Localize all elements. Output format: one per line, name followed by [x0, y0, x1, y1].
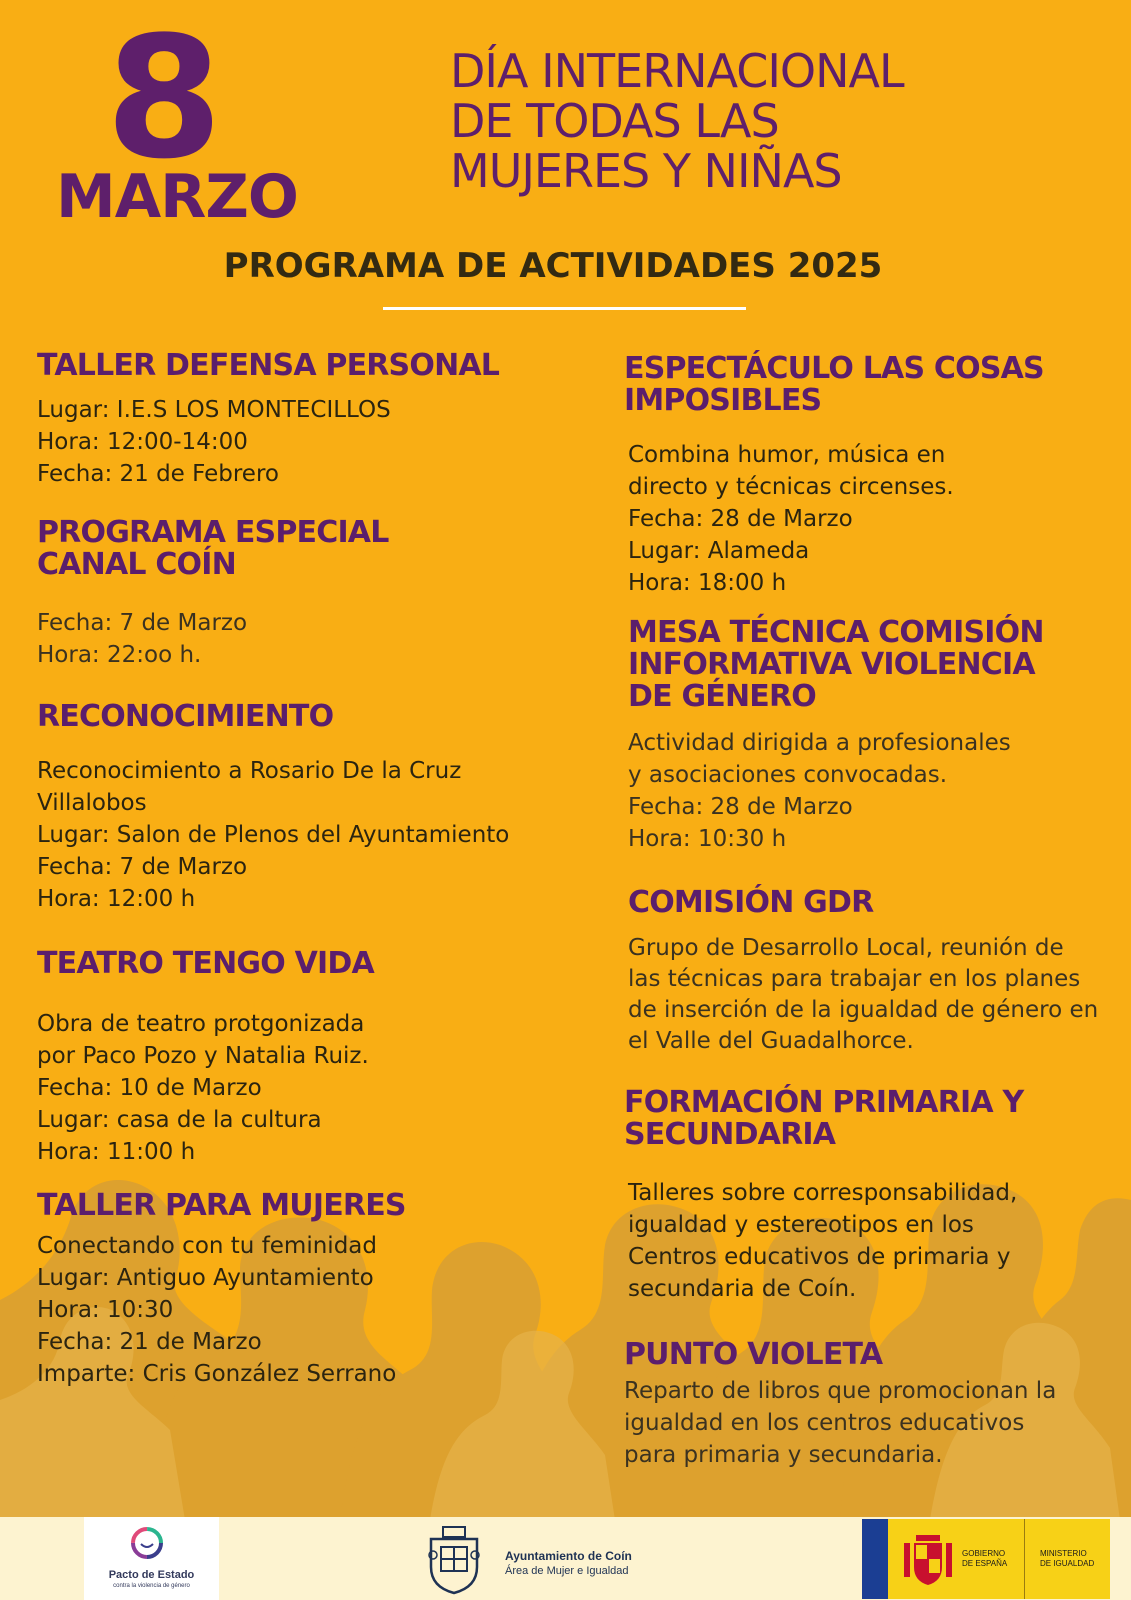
activity-title: TEATRO TENGO VIDA	[37, 946, 374, 981]
activity-title: FORMACIÓN PRIMARIA Y	[624, 1085, 1024, 1120]
activity-line: Hora: 12:00-14:00	[37, 429, 248, 455]
sponsor-logos-bar	[0, 1517, 1131, 1600]
activity-line: Combina humor, música en	[628, 442, 946, 468]
month-label: MARZO	[56, 162, 298, 232]
activity-line: Conectando con tu feminidad	[37, 1233, 377, 1259]
pacto-ring-icon	[129, 1525, 165, 1561]
activity-line: Fecha: 21 de Marzo	[37, 1329, 262, 1355]
activity-title: IMPOSIBLES	[624, 383, 822, 418]
activity-title: CANAL COÍN	[37, 547, 236, 582]
spain-coat-of-arms-icon	[900, 1529, 956, 1589]
activity-line: Fecha: 7 de Marzo	[37, 610, 248, 636]
activity-taller-defensa	[37, 350, 499, 490]
activity-line: para primaria y secundaria.	[624, 1442, 943, 1468]
activity-line: las técnicas para trabajar en los planes	[628, 966, 1081, 992]
activity-line: Hora: 11:00 h	[37, 1139, 196, 1165]
activity-line: Grupo de Desarrollo Local, reunión de	[628, 935, 1064, 961]
activity-line: Fecha: 28 de Marzo	[628, 506, 853, 532]
activity-title: COMISIÓN GDR	[628, 885, 874, 920]
activity-line: Imparte: Cris González Serrano	[37, 1361, 397, 1387]
ministerio-line: MINISTERIO	[1040, 1549, 1087, 1558]
activity-line: Hora: 10:30	[37, 1297, 174, 1323]
coin-shield-icon	[425, 1525, 483, 1595]
activity-line: Hora: 12:00 h	[37, 886, 196, 912]
activity-comision-gdr	[628, 887, 1098, 1057]
gobierno-line: DE ESPAÑA	[962, 1559, 1008, 1568]
activity-line: Fecha: 10 de Marzo	[37, 1075, 262, 1101]
activity-taller-mujeres	[37, 1190, 406, 1390]
activity-reconocimiento	[37, 701, 509, 915]
activity-title: PROGRAMA ESPECIAL	[37, 515, 389, 550]
activity-line: Hora: 18:00 h	[628, 570, 787, 596]
activity-line: Lugar: casa de la cultura	[37, 1107, 322, 1133]
activity-line: Obra de teatro protgonizada	[37, 1011, 365, 1037]
activity-title: RECONOCIMIENTO	[37, 699, 334, 734]
activity-line: Hora: 10:30 h	[628, 826, 787, 852]
activity-punto-violeta	[624, 1339, 1056, 1471]
activity-line: Lugar: I.E.S LOS MONTECILLOS	[37, 397, 391, 423]
ayuntamiento-area: Área de Mujer e Igualdad	[505, 1565, 629, 1577]
activity-formacion	[624, 1087, 1023, 1305]
activity-line: secundaria de Coín.	[628, 1276, 857, 1302]
activity-line: por Paco Pozo y Natalia Ruiz.	[37, 1043, 369, 1069]
activity-title: MESA TÉCNICA COMISIÓN	[628, 615, 1044, 650]
event-title-line: DE TODAS LAS	[450, 94, 779, 148]
activity-line: Actividad dirigida a profesionales	[628, 730, 1011, 756]
activity-canal-coin	[37, 517, 389, 671]
activity-title: INFORMATIVA VIOLENCIA	[628, 647, 1035, 682]
event-title	[450, 46, 1090, 196]
activity-title: TALLER DEFENSA PERSONAL	[37, 348, 500, 383]
activity-line: el Valle del Guadalhorce.	[628, 1028, 914, 1054]
activity-line: Reconocimiento a Rosario De la Cruz	[37, 758, 462, 784]
ministerio-label	[1040, 1549, 1094, 1569]
activity-title: ESPECTÁCULO LAS COSAS	[624, 351, 1044, 386]
pacto-subtitle: contra la violencia de género	[113, 1583, 190, 1589]
logo-separator	[1024, 1519, 1025, 1599]
gobierno-line: GOBIERNO	[962, 1549, 1006, 1558]
eu-flag-icon	[862, 1519, 888, 1599]
pacto-de-estado-logo	[84, 1517, 219, 1600]
activity-line: Fecha: 7 de Marzo	[37, 854, 248, 880]
activity-teatro	[37, 948, 374, 1168]
gobierno-label	[962, 1549, 1007, 1569]
activity-line: de inserción de la igualdad de género en	[628, 997, 1099, 1023]
activity-line: Hora: 22:oo h.	[37, 642, 202, 668]
title-divider	[383, 307, 746, 310]
activity-mesa-tecnica	[628, 617, 1044, 855]
activity-line: Talleres sobre corresponsabilidad,	[628, 1180, 1018, 1206]
activity-title: TALLER PARA MUJERES	[37, 1188, 406, 1223]
activity-line: Villalobos	[37, 790, 147, 816]
activity-line: Lugar: Salon de Plenos del Ayuntamiento	[37, 822, 510, 848]
gobierno-ministerio-logo	[862, 1519, 1110, 1599]
activity-line: Fecha: 21 de Febrero	[37, 461, 279, 487]
activity-line: igualdad en los centros educativos	[624, 1410, 1025, 1436]
activity-line: Centros educativos de primaria y	[628, 1244, 1011, 1270]
activity-espectaculo	[624, 353, 1044, 599]
ayuntamiento-coin-logo	[425, 1525, 725, 1595]
program-title: PROGRAMA DE ACTIVIDADES 2025	[223, 246, 883, 286]
ministerio-line: DE IGUALDAD	[1040, 1559, 1095, 1568]
activity-line: directo y técnicas circenses.	[628, 474, 954, 500]
activity-line: Fecha: 28 de Marzo	[628, 794, 853, 820]
activity-line: Reparto de libros que promocionan la	[624, 1378, 1057, 1404]
day-number: 8	[105, 0, 219, 196]
event-title-line: MUJERES Y NIÑAS	[450, 144, 842, 198]
activity-title: PUNTO VIOLETA	[624, 1337, 883, 1372]
activity-line: igualdad y estereotipos en los	[628, 1212, 974, 1238]
activity-line: Lugar: Alameda	[628, 538, 810, 564]
pacto-name: Pacto de Estado	[108, 1569, 195, 1581]
event-title-line: DÍA INTERNACIONAL	[450, 44, 904, 98]
activity-line: y asociaciones convocadas.	[628, 762, 948, 788]
activity-title: DE GÉNERO	[628, 679, 816, 714]
activity-title: SECUNDARIA	[624, 1117, 836, 1152]
activity-line: Lugar: Antiguo Ayuntamiento	[37, 1265, 374, 1291]
ayuntamiento-name: Ayuntamiento de Coín	[505, 1549, 632, 1563]
